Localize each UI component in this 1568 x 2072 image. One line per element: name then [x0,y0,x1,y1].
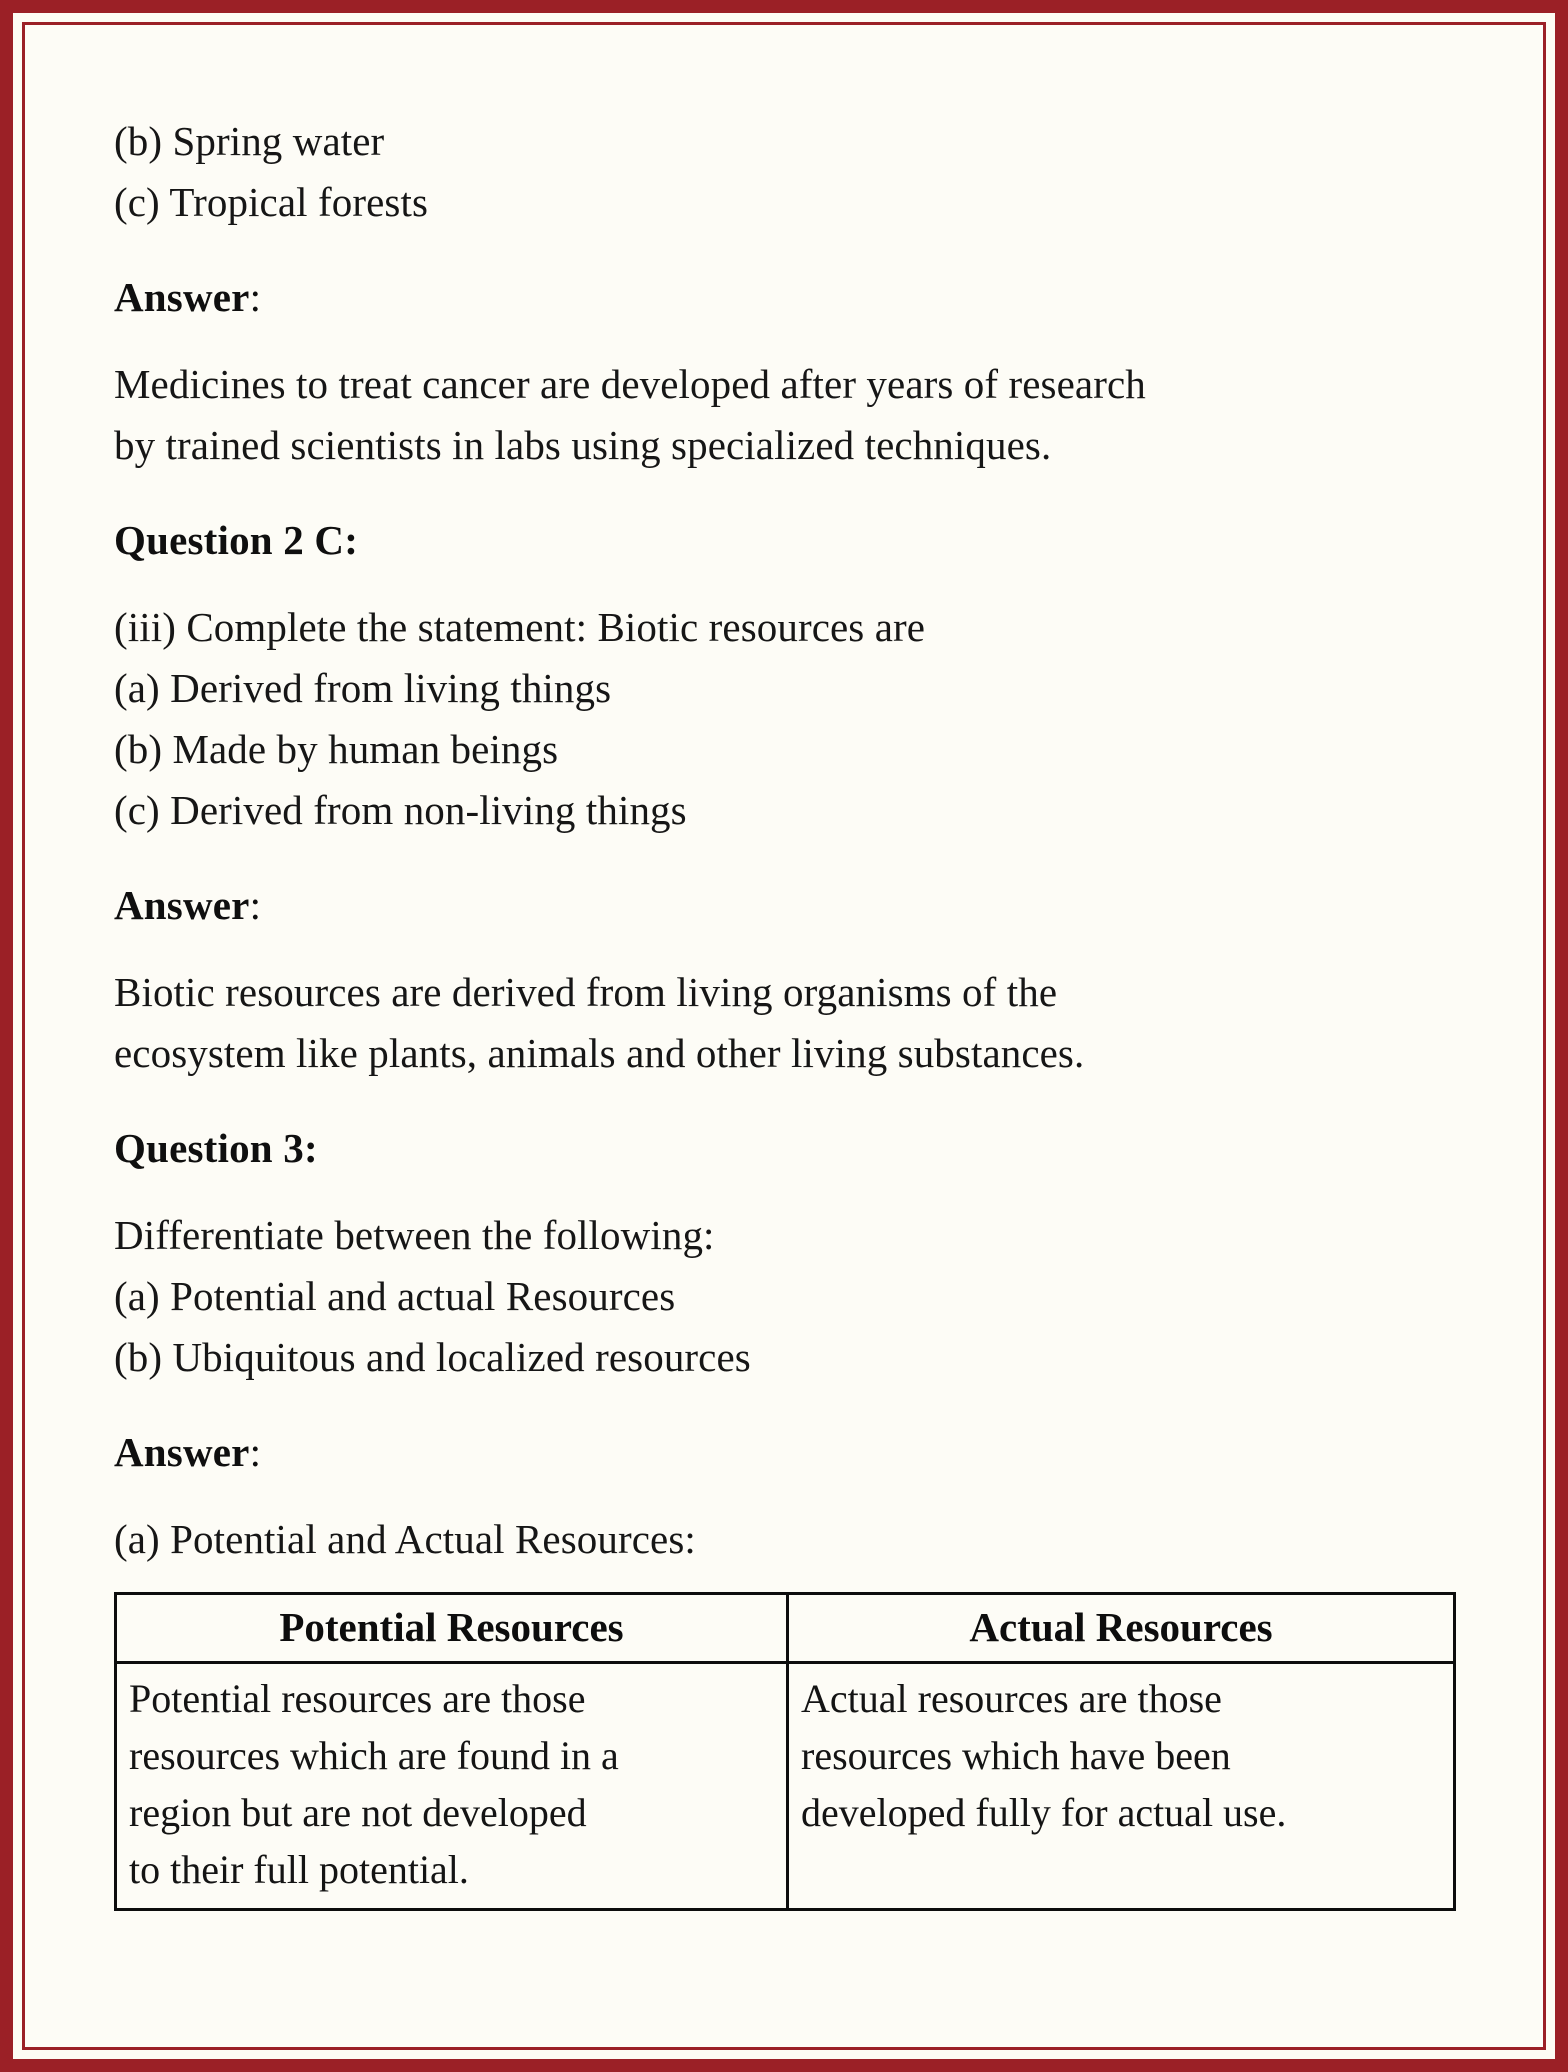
table-header-potential-resources: Potential Resources [116,1594,788,1663]
answer-label-1: Answer [114,274,250,320]
answer-label-3: Answer [114,1429,250,1475]
answer-heading-2 [114,875,1453,936]
q3-stem: Differentiate between the following: [114,1212,715,1258]
spacer [114,233,1453,267]
table-cell-potential-description [116,1663,788,1910]
answer-colon-3: : [249,1429,262,1475]
answer-1-line-1: Medicines to treat cancer are developed after years of research [114,361,1146,407]
answer-1-line-2: by trained scientists in labs using specialized techniques. [114,422,1052,468]
spacer [114,1483,1453,1509]
q2c-option-c: (c) Derived from non-living things [114,787,687,833]
question-2c-body [114,597,1453,841]
spacer [114,1388,1453,1422]
q2c-option-a: (a) Derived from living things [114,665,612,711]
answer-3-intro: (a) Potential and Actual Resources: [114,1516,696,1562]
table-cell-actual-description [788,1663,1455,1910]
answer-2-line-1: Biotic resources are derived from living organisms of the [114,969,1058,1015]
cell-line: Potential resources are those [129,1676,586,1721]
cell-line: resources which are found in a [129,1733,619,1778]
spacer [114,1084,1453,1118]
q2c-stem: (iii) Complete the statement: Biotic resources are [114,604,926,650]
cell-line: region but are not developed [129,1790,587,1835]
table-header-row [116,1594,1455,1663]
table-head [116,1594,1455,1663]
answer-colon-1: : [249,274,262,320]
answer-paragraph-2 [114,962,1453,1084]
cell-line: developed fully for actual use. [801,1790,1287,1835]
answer-heading-1 [114,267,1453,328]
answer-heading-3 [114,1422,1453,1483]
page-border-frame [22,22,1546,2050]
question-3-body [114,1205,1453,1388]
spacer [114,936,1453,962]
table-header-actual-resources: Actual Resources [788,1594,1455,1663]
cell-line: Actual resources are those [801,1676,1222,1721]
cell-line: resources which have been [801,1733,1231,1778]
spacer [114,841,1453,875]
question-3-heading: Question 3: [114,1125,318,1171]
answer-2-line-2: ecosystem like plants, animals and other living substances. [114,1030,1085,1076]
cell-line: to their full potential. [129,1847,469,1892]
spacer [114,1179,1453,1205]
answer-paragraph-1 [114,354,1453,476]
document-content [25,25,1543,2047]
q3-option-b: (b) Ubiquitous and localized resources [114,1334,751,1380]
comparison-table [114,1592,1456,1911]
option-b-spring-water: (b) Spring water [114,118,385,164]
q2c-option-b: (b) Made by human beings [114,726,559,772]
table-row [116,1663,1455,1910]
mcq-options-group-1 [114,111,1453,233]
q3-option-a: (a) Potential and actual Resources [114,1273,676,1319]
table-body [116,1663,1455,1910]
question-2c-heading: Question 2 C: [114,517,359,563]
spacer [114,328,1453,354]
spacer [114,476,1453,510]
option-c-tropical-forests: (c) Tropical forests [114,179,429,225]
spacer [114,571,1453,597]
answer-label-2: Answer [114,882,250,928]
answer-colon-2: : [249,882,262,928]
